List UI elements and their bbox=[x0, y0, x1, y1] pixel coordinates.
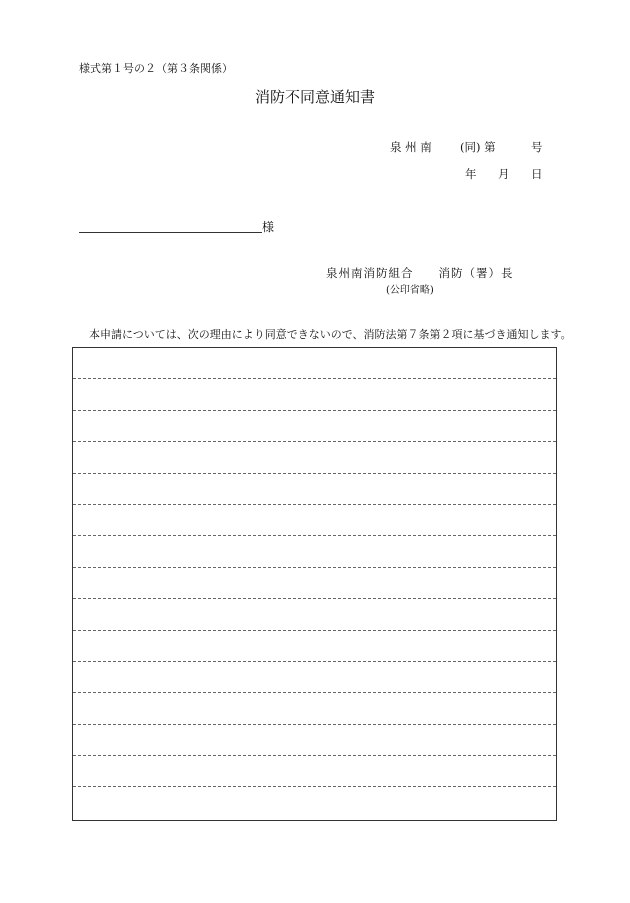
reason-row bbox=[73, 505, 556, 536]
addressee-suffix: 様 bbox=[262, 220, 275, 234]
number-mark: (同) 第 bbox=[460, 140, 496, 154]
reason-row bbox=[73, 348, 556, 379]
number-suffix: 号 bbox=[531, 140, 543, 154]
number-prefix: 泉 州 南 bbox=[390, 140, 432, 154]
reason-row bbox=[73, 536, 556, 567]
seal-note: (公印省略) bbox=[386, 285, 434, 296]
date-day: 日 bbox=[531, 167, 543, 181]
reason-row bbox=[73, 442, 556, 473]
sender: 泉州南消防組合 消防（署）長 bbox=[326, 266, 514, 280]
date-year: 年 bbox=[465, 167, 477, 181]
reason-row bbox=[73, 599, 556, 630]
body-text: 本申請については、次の理由により同意できないので、消防法第７条第２項に基づき通知します。 bbox=[89, 328, 572, 341]
reason-row bbox=[73, 474, 556, 505]
reason-row bbox=[73, 725, 556, 756]
document-number bbox=[390, 139, 550, 155]
reason-row bbox=[73, 568, 556, 599]
form-id: 様式第１号の２（第３条関係） bbox=[79, 62, 233, 75]
reason-row bbox=[73, 693, 556, 724]
reason-row bbox=[73, 379, 556, 410]
reason-row bbox=[73, 631, 556, 662]
document-title: 消防不同意通知書 bbox=[254, 88, 375, 106]
reason-row bbox=[73, 662, 556, 693]
reason-box bbox=[72, 347, 557, 821]
addressee-line bbox=[79, 232, 262, 233]
reason-row bbox=[73, 411, 556, 442]
date-month: 月 bbox=[498, 167, 510, 181]
reason-row bbox=[73, 756, 556, 787]
reason-row bbox=[73, 787, 556, 818]
